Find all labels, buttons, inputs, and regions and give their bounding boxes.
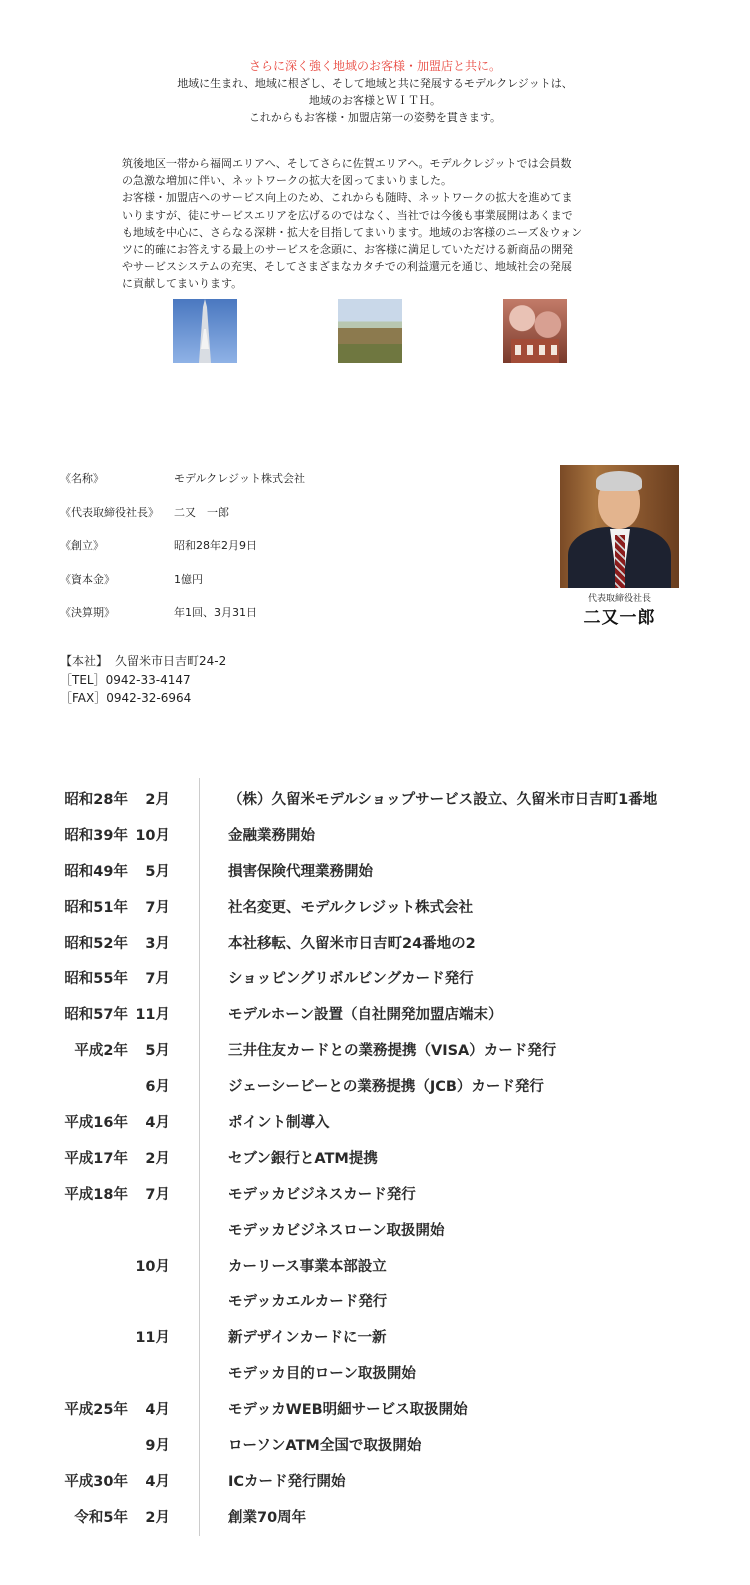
history-month: 11月 [135, 1330, 170, 1347]
profile-value: モデルクレジット株式会社 [174, 472, 305, 485]
hq-line [60, 652, 226, 671]
history-row [0, 1174, 750, 1210]
riverside-field-photo [338, 299, 402, 363]
history-event: ショッピングリボルビングカード発行 [228, 971, 474, 988]
history-row [0, 779, 750, 815]
history-row [0, 994, 750, 1030]
history-row [0, 1389, 750, 1425]
history-month: 7月 [145, 971, 170, 988]
history-year: 平成2年 [74, 1043, 128, 1060]
history-year: 令和5年 [74, 1509, 128, 1526]
history-month: 4月 [145, 1115, 170, 1132]
history-row [0, 1102, 750, 1138]
history-event: ジェーシービーとの業務提携（JCB）カード発行 [228, 1079, 544, 1096]
history-year: 昭和55年 [64, 971, 128, 988]
history-month: 4月 [145, 1402, 170, 1419]
history-year: 平成25年 [64, 1402, 128, 1419]
history-month: 7月 [145, 1186, 170, 1203]
history-month: 4月 [145, 1473, 170, 1490]
history-month: 7月 [145, 899, 170, 916]
history-row [0, 1425, 750, 1461]
intro-line: これからもお客様・加盟店第一の姿勢を貫きます。 [248, 111, 502, 124]
history-event: モデルホーン設置（自社開発加盟店端末） [228, 1007, 503, 1024]
history-month: 2月 [145, 1509, 170, 1526]
history-row [0, 1138, 750, 1174]
profile-value: 二又 一郎 [174, 505, 229, 519]
history-month: 9月 [145, 1438, 170, 1455]
history-row [0, 1317, 750, 1353]
history-month: 10月 [135, 827, 170, 844]
history-row [0, 851, 750, 887]
history-year: 昭和49年 [64, 863, 128, 880]
history-month: 2月 [145, 792, 170, 808]
company-description [122, 155, 622, 293]
description-line: いりますが、徒にサービスエリアを広げるのではなく、当社では今後も事業展開はあくまで [122, 208, 573, 222]
history-event: カーリース事業本部設立 [228, 1258, 387, 1275]
history-event: 本社移転、久留米市日吉町24番地の2 [228, 935, 476, 952]
hq-value: 久留米市日吉町24-2 [115, 654, 227, 668]
description-line: も地域を中心に、さらなる深耕・拡大を目指してまいります。地域のお客様のニーズ＆ウォン [122, 225, 583, 239]
history-event: 三井住友カードとの業務提携（VISA）カード発行 [228, 1043, 557, 1060]
fax-line: ［FAX］0942-32-6964 [60, 691, 192, 705]
profile-label: 《資本金》 [60, 572, 115, 586]
history-year: 平成30年 [64, 1473, 128, 1490]
history-row [0, 1353, 750, 1389]
history-event: モデッカエルカード発行 [228, 1294, 388, 1311]
profile-value: 昭和28年2月9日 [174, 539, 257, 552]
history-event: モデッカビジネスローン取扱開始 [228, 1222, 445, 1239]
history-event: セブン銀行とATM提携 [228, 1150, 378, 1167]
president-name: 二又一郎 [583, 608, 656, 628]
head-office-address [60, 652, 226, 708]
tagline: さらに深く強く地域のお客様・加盟店と共に。 [248, 59, 501, 73]
history-year: 昭和39年 [64, 827, 128, 844]
history-event: 新デザインカードに一新 [228, 1330, 387, 1347]
history-row [0, 1030, 750, 1066]
history-month: 11月 [135, 1007, 170, 1024]
description-line: お客様・加盟店へのサービス向上のため、これからも随時、ネットワークの拡大を進めてま [122, 191, 573, 205]
history-year: 平成18年 [64, 1186, 128, 1203]
intro-message [0, 58, 750, 126]
history-event: （株）久留米モデルショップサービス設立、久留米市日吉町1番地 [228, 792, 658, 808]
history-event: モデッカビジネスカード発行 [228, 1186, 416, 1203]
hq-label: 【本社】 [60, 654, 109, 668]
company-history [0, 779, 750, 1533]
history-year: 昭和57年 [64, 1007, 128, 1024]
description-line: ツに的確にお答えする最上のサービスを念頭に、お客様に満足していただける新商品の開発 [122, 243, 573, 257]
history-event: モデッカ目的ローン取扱開始 [228, 1366, 416, 1383]
description-line: やサービスシステムの充実、そしてさまざまなカタチでの利益還元を通じ、地域社会の発展 [122, 260, 572, 274]
profile-label: 《名称》 [60, 472, 104, 485]
profile-label: 《創立》 [60, 539, 104, 552]
history-year: 昭和28年 [64, 792, 128, 808]
history-event: ローソンATM全国で取扱開始 [228, 1438, 422, 1455]
description-line: 筑後地区一帯から福岡エリアへ、そしてさらに佐賀エリアへ。モデルクレジットでは会員数 [122, 157, 572, 170]
tel-line: ［TEL］0942-33-4147 [60, 672, 191, 687]
history-row [0, 958, 750, 994]
history-row [0, 1281, 750, 1317]
history-event: ポイント制導入 [228, 1115, 330, 1132]
history-event: 創業70周年 [228, 1509, 307, 1526]
history-row [0, 1497, 750, 1533]
history-row [0, 1210, 750, 1246]
history-year: 平成16年 [64, 1115, 128, 1132]
history-event: モデッカWEB明細サービス取扱開始 [228, 1402, 468, 1419]
president-role: 代表取締役社長 [587, 594, 651, 604]
history-row [0, 887, 750, 923]
intro-line: 地域に生まれ、地域に根ざし、そして地域と共に発展するモデルクレジットは、 [177, 77, 573, 90]
blossom-building-photo [503, 299, 567, 363]
history-row [0, 1066, 750, 1102]
history-year: 平成17年 [64, 1150, 128, 1167]
history-row [0, 923, 750, 959]
history-year: 昭和51年 [64, 899, 128, 916]
intro-line: 地域のお客様とＷＩＴＨ。 [309, 94, 441, 107]
history-row [0, 1246, 750, 1282]
profile-value: 1億円 [174, 572, 203, 586]
tower-photo [173, 299, 237, 363]
history-month: 5月 [145, 1043, 170, 1060]
history-event: ICカード発行開始 [228, 1473, 346, 1490]
history-month: 5月 [145, 863, 170, 880]
history-event: 損害保険代理業務開始 [228, 863, 373, 880]
description-line: の急激な増加に伴い、ネットワークの拡大を図ってまいりました。 [122, 174, 452, 188]
history-month: 6月 [145, 1079, 170, 1096]
history-month: 3月 [145, 935, 170, 952]
profile-value: 年1回、3月31日 [174, 606, 257, 619]
history-event: 社名変更、モデルクレジット株式会社 [228, 899, 474, 916]
history-row [0, 815, 750, 851]
history-event: 金融業務開始 [228, 827, 315, 844]
history-year: 昭和52年 [64, 935, 128, 952]
profile-label: 《決算期》 [60, 606, 115, 619]
history-month: 2月 [145, 1150, 170, 1167]
description-line: に貢献してまいります。 [122, 277, 243, 291]
history-month: 10月 [135, 1258, 170, 1275]
history-row [0, 1461, 750, 1497]
president-portrait [560, 465, 679, 588]
profile-label: 《代表取締役社長》 [60, 505, 159, 519]
